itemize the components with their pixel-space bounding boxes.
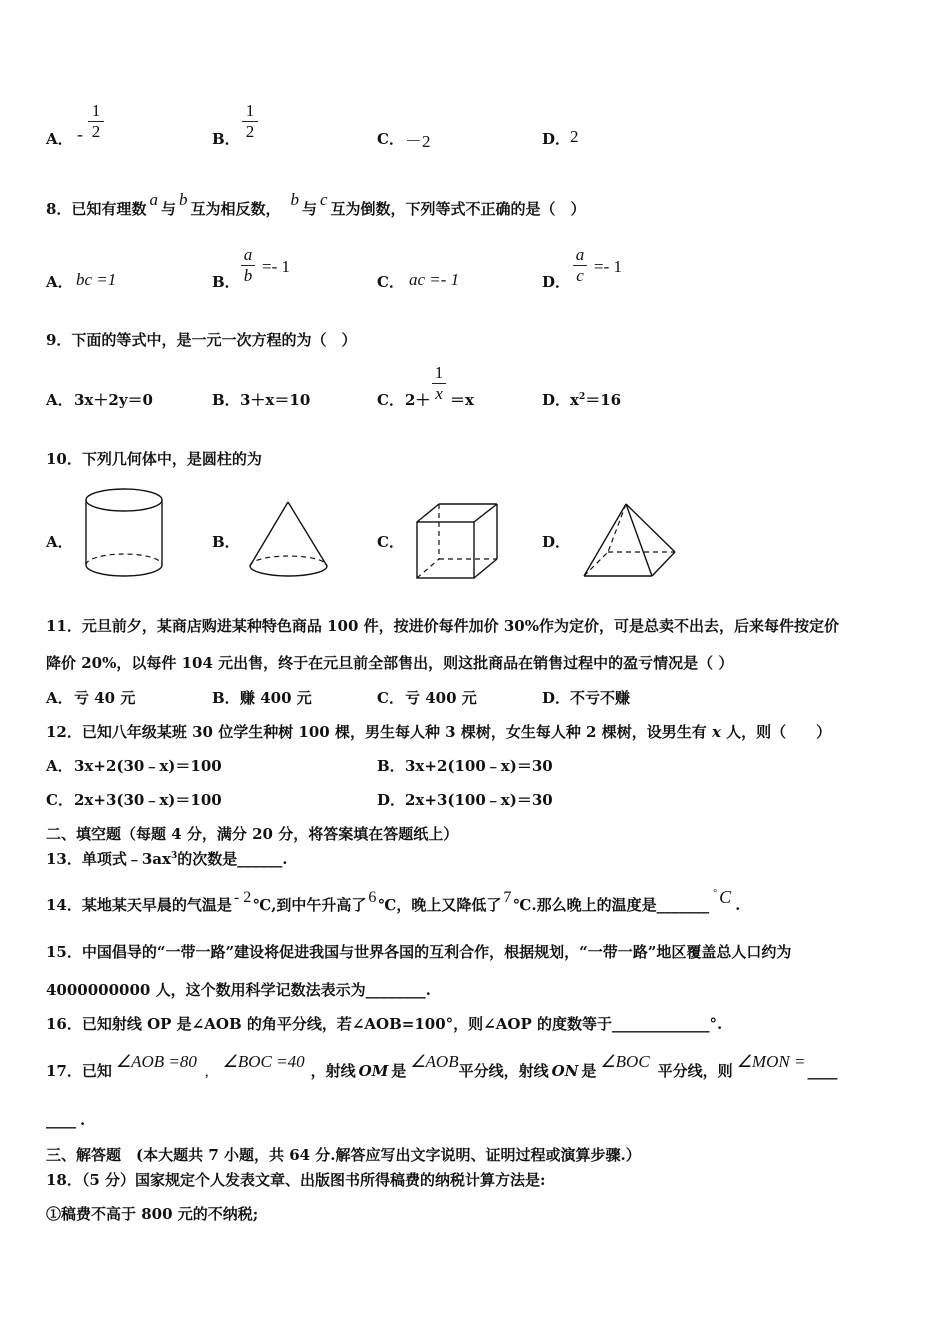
q17-mid-3: 平分线，射线 xyxy=(458,1062,549,1080)
q17-angle-mon: ∠MON = xyxy=(736,1052,806,1071)
q14-degree-sign: ° xyxy=(713,888,718,899)
q7-option-a-sign: - xyxy=(77,124,83,144)
q8-option-d-label: D． xyxy=(542,273,571,291)
q9-option-b-text: 3＋x＝10 xyxy=(240,391,311,409)
q8-option-d-numerator: a xyxy=(575,245,585,264)
pyramid-figure xyxy=(582,502,678,582)
q14-pre: 14．某地某天早晨的气温是 xyxy=(46,896,232,914)
q8-stem-part3: 互为相反数， xyxy=(190,200,281,218)
q14-temp-3: 7 xyxy=(503,889,512,906)
q14-temp-1: - 2 xyxy=(233,889,252,906)
q8-stem-part4: 与 xyxy=(301,200,317,218)
q9-option-c-pre: 2＋ xyxy=(405,391,431,409)
q17-pre: 17．已知 xyxy=(46,1062,112,1080)
q14-mid-2: ℃，晚上又降低了 xyxy=(378,896,502,914)
q13-post: 的次数是______. xyxy=(177,850,288,868)
q7-option-b-fraction xyxy=(242,102,258,141)
q8-option-d-fraction xyxy=(573,246,587,285)
q8-option-d-denominator: c xyxy=(576,266,584,285)
q17-expr-boc: ∠BOC =40 xyxy=(222,1052,305,1071)
q17-answer-blank-2[interactable]: ____ xyxy=(46,1111,76,1129)
q12-stem-part1: 12．已知八年级某班 30 位学生种树 100 棵，男生每人种 3 棵树，女生每人种 2 棵树，设男生有 xyxy=(46,723,707,741)
q8-var-b2: b xyxy=(290,190,299,209)
q8-option-c-expr: ac =- 1 xyxy=(409,270,460,289)
q12-stem-part2: 人，则（ ） xyxy=(726,723,832,741)
q7-option-c-label: C． xyxy=(377,130,404,148)
q11-option-c-text: 亏 400 元 xyxy=(405,689,477,707)
q13-pre: 13．单项式﹣3ax xyxy=(46,850,171,868)
q12-option-c-text: 2x+3(30﹣x)＝100 xyxy=(74,791,222,809)
q17-expr-aob: ∠AOB =80 xyxy=(115,1052,197,1071)
q8-var-a: a xyxy=(149,190,158,209)
q8-option-b-rhs: =- 1 xyxy=(262,257,290,276)
q14-end: . xyxy=(735,896,741,914)
q11-option-b-label: B． xyxy=(212,689,240,707)
q14-answer-blank[interactable]: _______ xyxy=(656,896,710,914)
q16-stem: 16．已知射线 OP 是∠AOB 的角平分线，若∠AOB=100°，则∠AOP 的度数等于_____________°. xyxy=(46,1015,723,1033)
q12-option-b-label: B． xyxy=(377,757,405,775)
q12-option-c-label: C． xyxy=(46,791,73,809)
q18-stem: 18．（5 分）国家规定个人发表文章、出版图书所得稿费的纳税计算方法是: xyxy=(46,1171,546,1189)
q10-stem: 10．下列几何体中，是圆柱的为 xyxy=(46,450,262,468)
q13-stem xyxy=(46,848,287,869)
q12-option-a-text: 3x+2(30﹣x)＝100 xyxy=(74,757,222,775)
q7-option-b-denominator: 2 xyxy=(245,122,255,141)
q8-option-b-label: B． xyxy=(212,273,240,291)
q12-option-d-label: D． xyxy=(377,791,406,809)
q8-option-b-numerator: a xyxy=(243,245,253,264)
cone-figure xyxy=(248,500,330,580)
cylinder-figure xyxy=(84,488,166,580)
q8-stem-part1: 8．已知有理数 xyxy=(46,200,147,218)
q11-option-d-label: D． xyxy=(542,689,571,707)
q14-stem xyxy=(46,887,741,915)
q9-option-a-label: A． xyxy=(46,391,73,409)
q17-mid-5: 平分线，则 xyxy=(657,1062,733,1080)
q9-option-c-denominator: x xyxy=(435,384,443,403)
q18-item-1: ①稿费不高于 800 元的不纳税; xyxy=(46,1205,259,1223)
q11-stem-line1: 11．元旦前夕，某商店购进某种特色商品 100 件，按进价每件加价 30%作为定价，可是总卖不出去，后来每件按定价 xyxy=(46,617,839,635)
q15-stem-line2: 4000000000 人，这个数用科学记数法表示为________. xyxy=(46,981,431,999)
q7-option-a-denominator: 2 xyxy=(91,122,101,141)
q10-option-b-label: B． xyxy=(212,533,240,551)
q11-option-d-text: 不亏不赚 xyxy=(570,689,631,707)
q7-option-d-label: D． xyxy=(542,130,571,148)
q10-option-c-label: C． xyxy=(377,533,404,551)
q7-option-b-numerator: 1 xyxy=(245,101,255,120)
q12-option-d-text: 2x+3(100﹣x)＝30 xyxy=(405,791,553,809)
q8-var-c: c xyxy=(320,190,328,209)
q9-option-d-expr xyxy=(570,389,621,410)
q17-end: . xyxy=(80,1111,86,1129)
q17-angle-boc: ∠BOC xyxy=(600,1052,650,1071)
q8-stem-part2: 与 xyxy=(160,200,176,218)
q11-option-c-label: C． xyxy=(377,689,404,707)
q11-stem-line2: 降价 20%，以每件 104 元出售，终于在元旦前全部售出，则这批商品在销售过程中的盈亏情况是（ ） xyxy=(46,654,734,672)
q17-answer-blank-1[interactable]: ____ xyxy=(807,1062,838,1080)
q7-option-b-label: B． xyxy=(212,130,240,148)
q9-option-a-text: 3x＋2y＝0 xyxy=(74,391,153,409)
q17-stem-line2 xyxy=(46,1111,85,1129)
q17-on: ON xyxy=(551,1062,579,1080)
q12-stem xyxy=(46,721,831,742)
q7-option-c-text: －2 xyxy=(405,132,431,151)
q9-option-c-post: ＝x xyxy=(450,391,474,409)
q9-option-c-fraction xyxy=(432,364,446,403)
q13-exponent: 3 xyxy=(170,851,178,861)
q9-option-d-label: D． xyxy=(542,391,571,409)
q17-mid-2: 是 xyxy=(391,1062,407,1080)
q14-mid-1: ℃,到中午升高了 xyxy=(253,896,367,914)
q9-option-d-base: x xyxy=(570,391,579,409)
q8-option-c-label: C． xyxy=(377,273,404,291)
q10-option-a-label: A． xyxy=(46,533,73,551)
q8-option-a-label: A． xyxy=(46,273,73,291)
q8-var-b: b xyxy=(178,190,188,209)
q17-mid-4: 是 xyxy=(581,1062,597,1080)
q14-unit-c: C xyxy=(719,887,732,907)
q17-mid-1: ，射线 xyxy=(310,1062,356,1080)
q17-stem xyxy=(46,1052,838,1081)
q17-om: OM xyxy=(358,1062,389,1080)
cube-figure xyxy=(415,502,503,582)
q8-option-d-rhs: =- 1 xyxy=(594,257,622,276)
q12-var-x: x xyxy=(711,723,721,741)
q12-option-a-label: A． xyxy=(46,757,73,775)
q17-angle-aob: ∠AOB xyxy=(410,1052,459,1071)
q9-option-b-label: B． xyxy=(212,391,240,409)
q15-stem-line1: 15．中国倡导的“一带一路”建设将促进我国与世界各国的互利合作，根据规划，“一带一路”地区覆盖总人口约为 xyxy=(46,943,792,961)
q10-option-d-label: D． xyxy=(542,533,571,551)
q9-option-c-label: C． xyxy=(377,391,404,409)
q7-option-a-label: A． xyxy=(46,130,73,148)
q11-option-a-label: A． xyxy=(46,689,73,707)
q8-option-a-expr: bc =1 xyxy=(76,270,117,289)
q9-option-c-numerator: 1 xyxy=(434,363,444,382)
q14-temp-2: 6 xyxy=(368,889,377,906)
q8-option-b-denominator: b xyxy=(243,266,253,285)
q7-option-d-text: 2 xyxy=(570,127,579,146)
q11-option-b-text: 赚 400 元 xyxy=(240,689,312,707)
q7-option-a-numerator: 1 xyxy=(91,101,101,120)
q9-option-d-post: ＝16 xyxy=(585,391,622,409)
q8-stem xyxy=(46,190,586,219)
q7-option-a-fraction xyxy=(88,102,104,141)
q8-stem-part5: 互为倒数，下列等式不正确的是（ ） xyxy=(330,200,586,218)
section-2-heading: 二、填空题（每题 4 分，满分 20 分，将答案填在答题纸上） xyxy=(46,825,459,843)
q12-option-b-text: 3x+2(100﹣x)＝30 xyxy=(405,757,553,775)
q14-mid-3: ℃.那么晚上的温度是 xyxy=(513,896,657,914)
section-3-heading: 三、解答题 (本大题共 7 小题，共 64 分.解答应写出文字说明、证明过程或演算步骤.） xyxy=(46,1146,641,1164)
q17-comma: , xyxy=(204,1064,209,1080)
q9-option-d-exponent: 2 xyxy=(578,392,586,402)
q11-option-a-text: 亏 40 元 xyxy=(74,689,136,707)
q8-option-b-fraction xyxy=(241,246,255,285)
q9-stem: 9．下面的等式中，是一元一次方程的为（ ） xyxy=(46,331,357,349)
